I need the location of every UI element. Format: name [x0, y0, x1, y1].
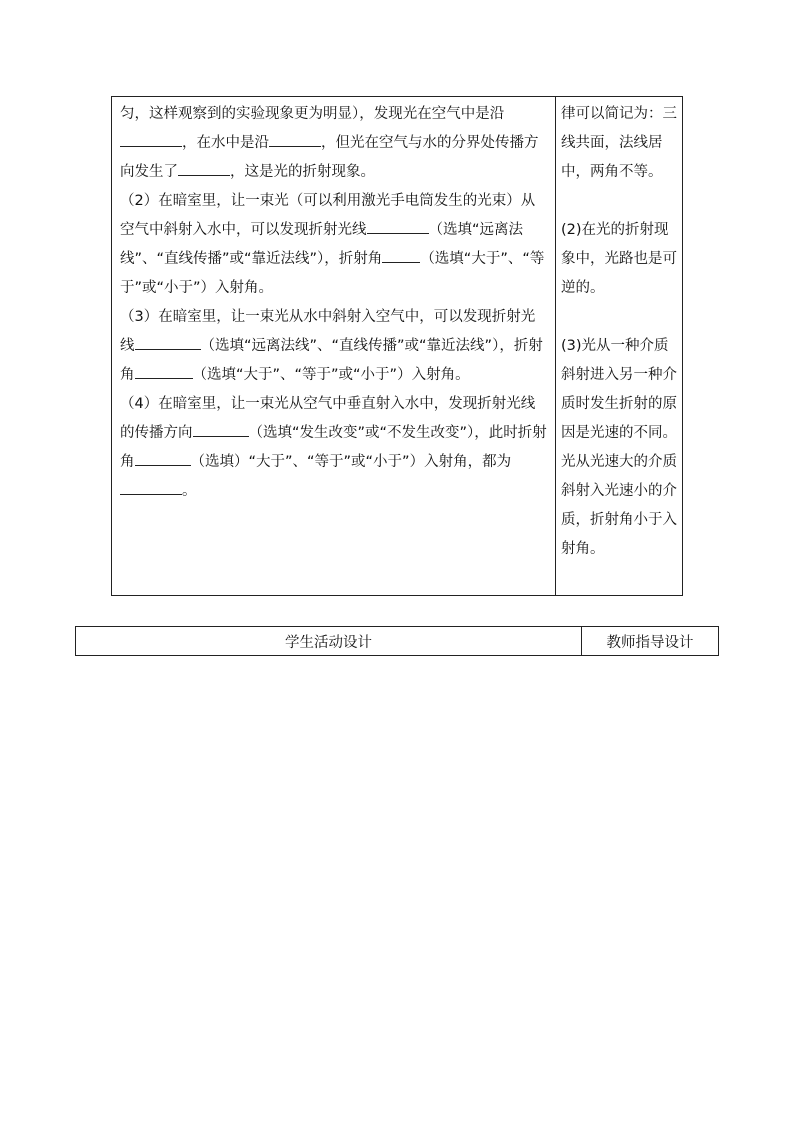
answer-blank [135, 334, 201, 350]
paragraph-3-text-b: （选填“远离法线”、“直线传播”或“靠近法线”），折射角 [120, 338, 543, 383]
paragraph-4-text-b: （选填“发生改变”或“不发生改变”），此时折射角 [120, 425, 547, 470]
lesson-table [111, 96, 683, 596]
paragraph-3-text-a: （3）在暗室里，让一束光从水中斜射入空气中，可以发现折射光线 [120, 309, 536, 354]
note-3: (3)光从一种介质斜射进入另一种介质时发生折射的原因是光速的不同。 [560, 338, 677, 441]
paragraph-3-text-c: （选填“大于”、“等于”或“小于”）入射角。 [192, 367, 470, 383]
paragraph-2-text-c: （选填“大于”、“等于”或“小于”）入射角。 [120, 251, 545, 296]
paragraph-1 [120, 100, 549, 187]
paragraph-3 [120, 303, 549, 390]
teacher-notes-cell [555, 97, 682, 596]
paragraph-2-text-b: （选填“远离法线”、“直线传播”或“靠近法线”），折射角 [120, 222, 524, 267]
paragraph-1-text-a: 匀，这样观察到的实验现象更为明显），发现光在空气中是沿 [120, 106, 505, 122]
teacher-guidance-header: 教师指导设计 [582, 627, 719, 656]
answer-blank [120, 479, 182, 495]
answer-blank [178, 160, 230, 176]
answer-blank [193, 421, 249, 437]
paragraph-4-text-d: 。 [182, 483, 197, 499]
answer-blank [120, 131, 182, 147]
note-4: 光从光速大的介质斜射入光速小的介质，折射角小于入射角。 [560, 454, 677, 557]
paragraph-4-text-a: （4）在暗室里，让一束光从空气中垂直射入水中，发现折射光线的传播方向 [120, 396, 536, 441]
answer-blank [382, 247, 420, 263]
paragraph-2 [120, 187, 549, 303]
answer-blank [135, 363, 193, 379]
answer-blank [135, 450, 191, 466]
answer-blank [367, 218, 429, 234]
paragraph-1-text-b: ，在水中是沿 [182, 135, 269, 151]
student-activity-cell [112, 97, 556, 596]
student-activity-header: 学生活动设计 [76, 627, 582, 656]
paragraph-1-text-c: ，但光在空气与水的分界处传播方向发生了 [120, 135, 539, 180]
paragraph-4 [120, 390, 549, 506]
paragraph-1-text-d: ，这是光的折射现象。 [230, 164, 375, 180]
paragraph-4-text-c: （选填）“大于”、“等于”或“小于”）入射角，都为 [190, 454, 512, 470]
design-header-table [75, 626, 719, 656]
note-1: 律可以简记为：三线共面，法线居中，两角不等。 [560, 106, 677, 180]
note-2: (2)在光的折射现象中，光路也是可逆的。 [560, 222, 677, 296]
answer-blank [269, 131, 321, 147]
paragraph-2-text-a: （2）在暗室里，让一束光（可以利用激光手电筒发生的光束）从空气中斜射入水中，可以发现折射光线 [120, 193, 536, 238]
